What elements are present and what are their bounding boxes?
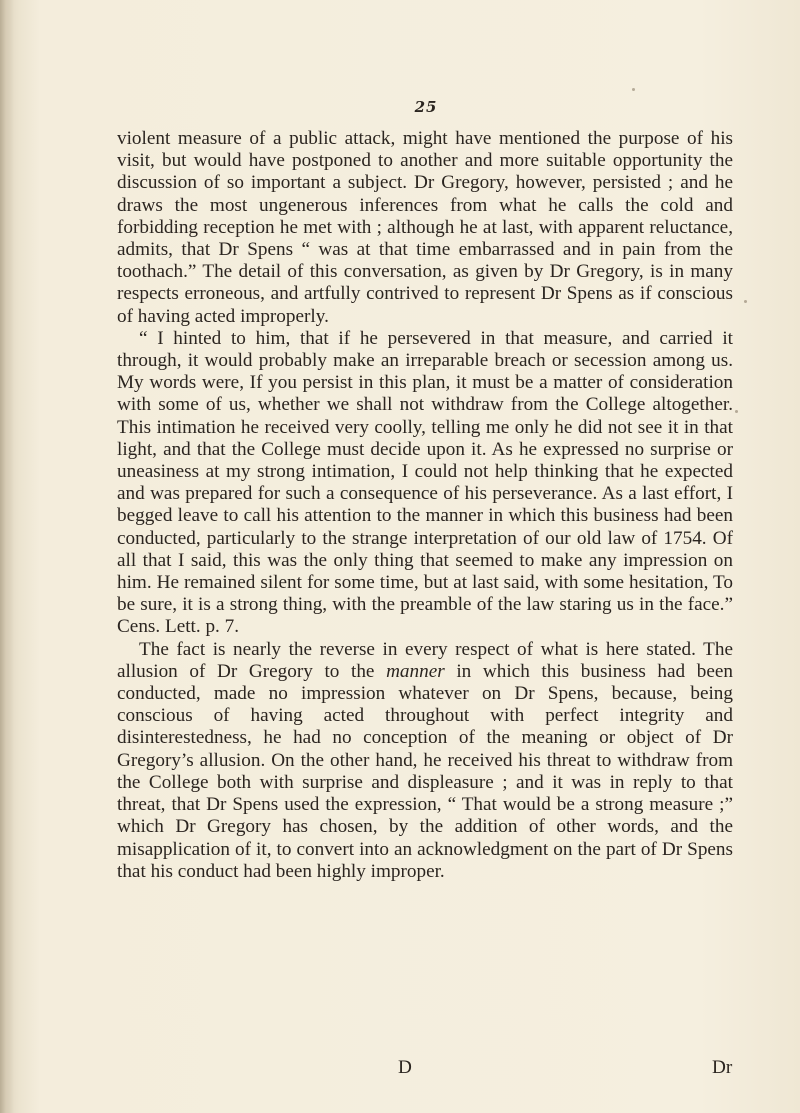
paragraph-text: “ I hinted to him, that if he persevered in that measure, and carried it through, it would probably make an irreparable breach or secession among us. My words were, If you persist in this plan, it must be a matter of consideration with some of us, whether we shall not withdraw from the College altogether. This intimation he received very coolly, telling me only he did not see it in that light, and that the College must decide upon it. As he expressed no surprise or uneasiness at my strong intimation, I could not help thinking that he expected and was prepared for such a consequence of his perseverance. As a last effort, I begged leave to call his attention to the manner in which this business had been conducted, particularly to the strange interpretation of our old law of 1754. Of all that I said, this was the only thing that seemed to make any impression on him. He remained silent for some time, but at last said, with some hesitation, To be sure, it is a strong thing, with the preamble of the law staring us in the face.” Cens. Lett. p. 7. [117,327,733,638]
paragraph-text: The fact is nearly the reverse in every respect of what is here stated. The allusion of Dr Gregory to the [117,638,733,682]
catchword: Dr [712,1057,733,1078]
body-text [117,128,733,883]
paragraph [117,639,733,883]
paragraph [117,128,733,328]
paragraph [117,328,733,639]
paper-speck [735,410,738,413]
paragraph-text: in which this business had been conducted, made no impression whatever on Dr Spens, because, being conscious of having acted throughout with perfect integrity and disinterestedness, he had no conception of the meaning or object of Dr Gregory’s allusion. On the other hand, he received his threat to withdraw from the College both with surprise and displeasure ; and it was in reply to that threat, that Dr Spens used the expression, “ That would be a strong measure ;” which Dr Gregory has chosen, by the addition of other words, and the misapplication of it, to convert into an acknowledgment on the part of Dr Spens that his conduct had been highly improper. [117,660,733,882]
paper-speck [632,88,635,91]
binding-edge [0,0,14,1113]
paragraph-text: violent measure of a public attack, might have mentioned the purpose of his visit, but would have postponed to another and more suitable opportunity the discussion of so important a subject. Dr Gregory, however, persisted ; and he draws the most ungenerous inferences from what he calls the cold and forbidding reception he met with ; although he at last, with apparent reluctance, admits, that Dr Spens “ was at that time embarrassed and in pain from the toothach.” The detail of this conversation, as given by Dr Gregory, is in many respects erroneous, and artfully contrived to represent Dr Spens as if conscious of having acted improperly. [117,128,733,327]
page-number: 25 [414,98,438,116]
italic-text: manner [386,660,445,682]
paper-speck [744,300,747,303]
signature-mark: D [398,1057,412,1078]
